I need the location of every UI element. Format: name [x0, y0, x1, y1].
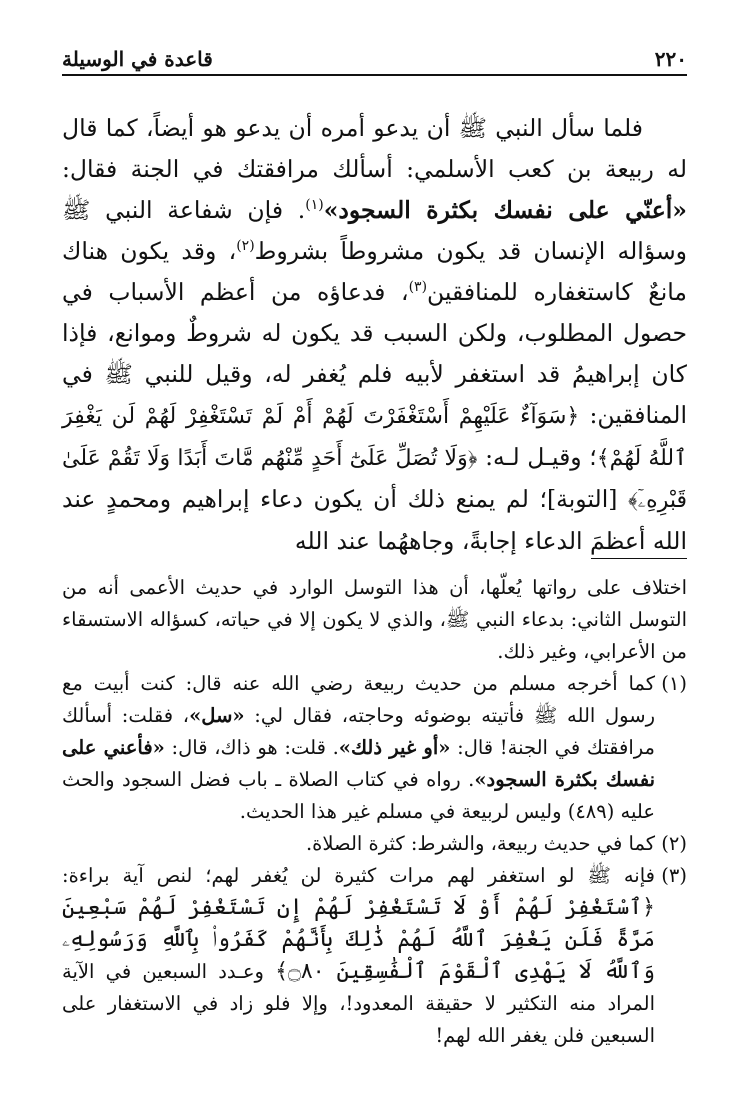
- footnote-continuation: اختلاف على رواتها يُعلّها، أن هذا التوسل الوارد في حديث الأعمى أنه من التوسل الثاني: بدعاء النبي ﷺ، والذي لا يكون إلا في حياته، كسؤاله الاستسقاء من الأعرابي، وغير ذلك.: [62, 576, 687, 663]
- hadith-quote: «فأعني على نفسك بكثرة السجود»: [62, 736, 655, 791]
- footnote-text-part: . قلت: هو ذاك، قال:: [164, 736, 339, 759]
- body-text: له ربيعة بن كعب الأسلمي: أسألك مرافقتك في الجنة فقال:: [62, 155, 687, 183]
- footnote-ref-3[interactable]: (٣): [408, 279, 428, 296]
- main-paragraph: [62, 108, 687, 562]
- footnote-text: [62, 668, 655, 828]
- footnote-text: كما في حديث ربيعة، والشرط: كثرة الصلاة.: [305, 832, 655, 855]
- footnote-separator: [591, 558, 687, 559]
- body-text: ، فدعاؤه من أعظم الأسباب في حصول المطلوب، ولكن السبب قد يكون له شروطٌ وموانع، فإذا كان إبراهيمُ قد استغفر لأبيه فلم يُغفر له، وقيل للنبي ﷺ في المنافقين:: [62, 278, 687, 429]
- footnote-text: [62, 860, 655, 1052]
- hadith-quote: «أعنّي على نفسك بكثرة السجود»: [323, 196, 687, 224]
- footnote-text-part: فإنه ﷺ لو استغفر لهم مرات كثيرة لن يُغفر لهم؛ لنص آية براءة:: [62, 864, 655, 887]
- body-text: . فإن شفاعة النبي ﷺ وسؤاله الإنسان قد يكون مشروطاً بشروط: [62, 196, 687, 265]
- footnote-text-part: . رواه في كتاب الصلاة ـ باب فضل السجود والحث عليه (٤٨٩) وليس لربيعة في مسلم غير هذا الحديث.: [62, 768, 655, 823]
- footnote-text-part: كما أخرجه مسلم من حديث ربيعة رضي الله عنه قال: كنت أبيت مع رسول الله ﷺ فأتيته بوضوئه وحاجته، فقال لي:: [62, 672, 656, 727]
- footnote-1: [62, 668, 687, 828]
- footnote-2: [62, 828, 687, 860]
- footnote-3: [62, 860, 687, 1052]
- running-header: [62, 44, 687, 76]
- main-text: [62, 108, 687, 562]
- page-number: ٢٢٠: [654, 47, 687, 71]
- hadith-quote: «سل»: [189, 704, 245, 727]
- body-text: [التوبة]؛ لم يمنع ذلك أن يكون دعاء إبراهيم ومحمدٍ عند الله أعظمَ الدعاء إجابةً، وجاههُما عند الله: [62, 485, 687, 555]
- body-text: ؛ وقيـل لـه:: [477, 443, 597, 471]
- footnote-number: (٢): [661, 832, 687, 855]
- body-text: فلما سأل النبي ﷺ أن يدعو أمره أن يدعو هو أيضاً، كما قال: [62, 114, 643, 142]
- footnote-text-part: ، فقلت: أسألك مرافقتك في الجنة! قال:: [62, 704, 655, 759]
- quran-verse: ﴿وَلَا تُصَلِّ عَلَىٰٓ أَحَدٍ مِّنْهُم مَّاتَ أَبَدًا وَلَا تَقُمْ عَلَىٰ قَبْرِهِۦٓ﴾: [62, 446, 687, 513]
- footnotes: [62, 572, 687, 1052]
- body-text: ، وقد يكون هناك مانعٌ كاستغفاره للمنافقين: [62, 237, 687, 306]
- footnote-number: (١): [661, 672, 687, 695]
- footnote-number: (٣): [661, 864, 687, 887]
- footnote-text-part: وعـدد السبعين في الآية المراد منه التكثير لا حقيقة المعدود!، وإلا فلو زاد في الاستغفار على السبعين فلن يغفر الله لهم!: [62, 960, 655, 1047]
- hadith-quote: «أو غير ذلك»: [338, 736, 451, 759]
- quran-verse: ﴿ٱسْتَغْفِرْ لَهُمْ أَوْ لَا تَسْتَغْفِرْ لَهُمْ إِن تَسْتَغْفِرْ لَهُمْ سَبْعِينَ مَرَّةً فَلَن يَغْفِرَ ٱللَّهُ لَهُمْ ذَٰلِكَ بِأَنَّهُمْ كَفَرُوا۟ بِٱللَّهِ وَرَسُولِهِۦ وَٱللَّهُ لَا يَهْدِى ٱلْقَوْمَ ٱلْفَٰسِقِينَ ۝٨٠﴾: [62, 895, 656, 984]
- header-title: قاعدة في الوسيلة: [62, 47, 213, 71]
- footnote-ref-1[interactable]: (١): [305, 197, 324, 214]
- quran-verse: ﴿سَوَآءٌ عَلَيْهِمْ أَسْتَغْفَرْتَ لَهُمْ أَمْ لَمْ تَسْتَغْفِرْ لَهُمْ لَن يَغْفِرَ ٱللَّهُ لَهُمْ﴾: [62, 404, 688, 471]
- footnote-ref-2[interactable]: (٢): [236, 238, 255, 255]
